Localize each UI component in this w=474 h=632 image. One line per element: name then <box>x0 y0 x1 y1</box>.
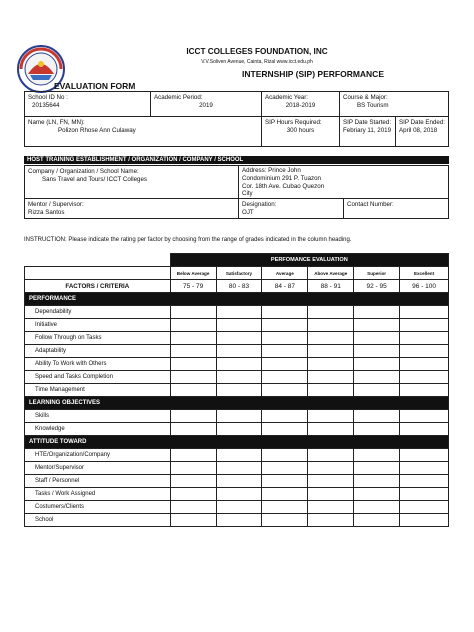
criteria-label: Initiative <box>25 319 171 332</box>
rating-cell[interactable] <box>354 358 400 371</box>
criteria-label: Adaptability <box>25 345 171 358</box>
rating-cell[interactable] <box>170 514 216 527</box>
name-cell <box>25 117 262 146</box>
rating-cell[interactable] <box>354 462 400 475</box>
rating-cell[interactable] <box>262 514 308 527</box>
rating-cell[interactable] <box>216 475 262 488</box>
rating-cell[interactable] <box>216 423 262 436</box>
blank-cell <box>25 267 171 280</box>
mentor-label: Mentor / Supervisor: <box>28 201 84 208</box>
mentor-cell <box>25 199 239 218</box>
grade-row <box>25 267 449 280</box>
rating-cell[interactable] <box>170 332 216 345</box>
address-line4: City <box>242 190 253 198</box>
form-title: INTERNSHIP (SIP) PERFORMANCE <box>242 69 384 79</box>
rating-cell[interactable] <box>308 345 354 358</box>
criteria-label: Skills <box>25 410 171 423</box>
rating-cell[interactable] <box>354 410 400 423</box>
rating-cell[interactable] <box>354 306 400 319</box>
date-started-value: Febriary 11, 2019 <box>343 126 392 134</box>
section-header-row <box>25 397 449 410</box>
establishment-box <box>24 165 449 219</box>
criteria-row <box>25 488 449 501</box>
rating-cell[interactable] <box>170 462 216 475</box>
rating-cell[interactable] <box>216 410 262 423</box>
student-info-box <box>24 91 449 147</box>
rating-cell[interactable] <box>308 384 354 397</box>
criteria-row <box>25 410 449 423</box>
rating-cell[interactable] <box>308 358 354 371</box>
school-id-value: 20135644 <box>32 101 60 109</box>
rating-cell[interactable] <box>400 306 449 319</box>
rating-cell[interactable] <box>170 475 216 488</box>
form-subtitle: EVALUATION FORM <box>54 81 136 91</box>
rating-cell[interactable] <box>262 488 308 501</box>
rating-cell[interactable] <box>262 423 308 436</box>
criteria-row <box>25 319 449 332</box>
rating-cell[interactable] <box>308 306 354 319</box>
hours-label: SIP Hours Required: <box>265 119 322 126</box>
rating-cell[interactable] <box>216 462 262 475</box>
rating-cell[interactable] <box>400 514 449 527</box>
name-label: Name (LN, FN, MN): <box>28 119 85 126</box>
rating-cell[interactable] <box>262 358 308 371</box>
evaluation-table <box>24 253 449 527</box>
range-row <box>25 280 449 293</box>
rating-cell[interactable] <box>354 319 400 332</box>
grade-label: Above Average <box>308 267 354 280</box>
academic-period-cell <box>151 92 262 117</box>
criteria-row <box>25 384 449 397</box>
rating-cell[interactable] <box>354 345 400 358</box>
rating-cell[interactable] <box>216 332 262 345</box>
date-ended-label: SIP Date Ended: <box>399 119 445 126</box>
rating-cell[interactable] <box>262 332 308 345</box>
rating-cell[interactable] <box>308 514 354 527</box>
criteria-label: Time Management <box>25 384 171 397</box>
company-cell <box>25 166 239 199</box>
rating-cell[interactable] <box>354 501 400 514</box>
rating-cell[interactable] <box>354 475 400 488</box>
criteria-label: Speed and Tasks Completion <box>25 371 171 384</box>
criteria-label: Mentor/Supervisor <box>25 462 171 475</box>
establishment-band: HOST TRAINING ESTABLISHMENT / ORGANIZATION / COMPANY / SCHOOL <box>24 156 449 164</box>
rating-cell[interactable] <box>400 488 449 501</box>
school-id-label: School ID No : <box>28 94 68 101</box>
rating-cell[interactable] <box>216 345 262 358</box>
criteria-row <box>25 332 449 345</box>
rating-cell[interactable] <box>262 345 308 358</box>
grade-label: Average <box>262 267 308 280</box>
rating-cell[interactable] <box>170 410 216 423</box>
criteria-label: HTE/Organization/Company <box>25 449 171 462</box>
criteria-row <box>25 462 449 475</box>
criteria-row <box>25 306 449 319</box>
criteria-label: Dependability <box>25 306 171 319</box>
criteria-label: Costumers/Clients <box>25 501 171 514</box>
grade-label: Superior <box>354 267 400 280</box>
rating-cell[interactable] <box>262 449 308 462</box>
rating-cell[interactable] <box>308 319 354 332</box>
rating-cell[interactable] <box>400 358 449 371</box>
course-value: BS Tourism <box>357 101 389 109</box>
section-header-row <box>25 293 449 306</box>
eval-band-row <box>25 254 449 267</box>
criteria-row <box>25 501 449 514</box>
rating-cell[interactable] <box>308 371 354 384</box>
designation-cell <box>239 199 344 218</box>
address-cell <box>239 166 448 199</box>
designation-value: OJT <box>242 208 254 216</box>
rating-cell[interactable] <box>400 501 449 514</box>
rating-cell[interactable] <box>354 423 400 436</box>
address-line2: Condominium 291 P. Tuazon <box>242 174 321 182</box>
date-started-cell <box>340 117 396 146</box>
rating-cell[interactable] <box>216 306 262 319</box>
academic-period-label: Academic Period: <box>154 94 203 101</box>
designation-label: Designation: <box>242 201 277 208</box>
eval-band: PERFOMANCE EVALUATION <box>170 254 448 267</box>
rating-cell[interactable] <box>354 332 400 345</box>
rating-cell[interactable] <box>170 384 216 397</box>
rating-cell[interactable] <box>400 371 449 384</box>
rating-cell[interactable] <box>308 501 354 514</box>
rating-cell[interactable] <box>308 462 354 475</box>
rating-cell[interactable] <box>354 514 400 527</box>
contact-label: Contact Number: <box>347 201 394 208</box>
rating-cell[interactable] <box>262 306 308 319</box>
rating-cell[interactable] <box>308 488 354 501</box>
rating-cell[interactable] <box>400 410 449 423</box>
academic-year-value: 2018-2019 <box>285 101 316 109</box>
rating-cell[interactable] <box>308 423 354 436</box>
grade-label: Below Average <box>170 267 216 280</box>
rating-cell[interactable] <box>216 371 262 384</box>
rating-cell[interactable] <box>262 319 308 332</box>
company-label: Company / Organization / School Name: <box>28 168 139 175</box>
grade-label: Excellent <box>400 267 449 280</box>
criteria-row <box>25 449 449 462</box>
rating-cell[interactable] <box>400 319 449 332</box>
rating-cell[interactable] <box>216 488 262 501</box>
org-address: V.V.Soliven Avenue, Cainta, Rizal www.icct.edu.ph <box>201 59 313 65</box>
rating-cell[interactable] <box>170 501 216 514</box>
rating-cell[interactable] <box>400 462 449 475</box>
section-title: ATTITUDE TOWARD <box>25 436 449 449</box>
rating-cell[interactable] <box>216 514 262 527</box>
mentor-value: Rizza Santos <box>28 208 65 216</box>
rating-cell[interactable] <box>216 501 262 514</box>
rating-cell[interactable] <box>216 384 262 397</box>
rating-cell[interactable] <box>354 371 400 384</box>
section-title: PERFORMANCE <box>25 293 449 306</box>
org-name: ICCT COLLEGES FOUNDATION, INC <box>186 47 328 56</box>
blank-cell <box>25 254 171 267</box>
rating-cell[interactable] <box>400 345 449 358</box>
factors-header: FACTORS / CRITERIA <box>25 280 171 293</box>
section-header-row <box>25 436 449 449</box>
rating-cell[interactable] <box>262 462 308 475</box>
criteria-label: Staff / Personnel <box>25 475 171 488</box>
grade-range: 75 - 79 <box>170 280 216 293</box>
grade-range: 88 - 91 <box>308 280 354 293</box>
rating-cell[interactable] <box>170 371 216 384</box>
rating-cell[interactable] <box>216 358 262 371</box>
criteria-row <box>25 423 449 436</box>
rating-cell[interactable] <box>262 501 308 514</box>
rating-cell[interactable] <box>170 345 216 358</box>
rating-cell[interactable] <box>308 332 354 345</box>
rating-cell[interactable] <box>400 449 449 462</box>
rating-cell[interactable] <box>354 449 400 462</box>
grade-range: 84 - 87 <box>262 280 308 293</box>
criteria-row <box>25 358 449 371</box>
rating-cell[interactable] <box>308 410 354 423</box>
academic-period-value: 2019 <box>199 101 213 109</box>
criteria-label: Ability To Work with Others <box>25 358 171 371</box>
rating-cell[interactable] <box>170 488 216 501</box>
section-title: LEARNING OBJECTIVES <box>25 397 449 410</box>
date-ended-cell <box>396 117 448 146</box>
criteria-label: Follow Through on Tasks <box>25 332 171 345</box>
rating-cell[interactable] <box>262 475 308 488</box>
rating-cell[interactable] <box>262 371 308 384</box>
grade-range: 80 - 83 <box>216 280 262 293</box>
rating-cell[interactable] <box>170 449 216 462</box>
rating-cell[interactable] <box>400 475 449 488</box>
rating-cell[interactable] <box>400 384 449 397</box>
criteria-row <box>25 514 449 527</box>
instruction-text: INSTRUCTION: Please indicate the rating per factor by choosing from the range of grades indicated in the column heading. <box>24 237 352 243</box>
criteria-label: Knowledge <box>25 423 171 436</box>
rating-cell[interactable] <box>354 488 400 501</box>
rating-cell[interactable] <box>170 319 216 332</box>
grade-range: 96 - 100 <box>400 280 449 293</box>
school-id-cell <box>25 92 151 117</box>
hours-cell <box>262 117 340 146</box>
company-value: Sans Travel and Tours/ ICCT Colleges <box>42 175 148 183</box>
criteria-row <box>25 475 449 488</box>
name-value: Polizon Rhose Ann Culaway <box>58 126 136 134</box>
rating-cell[interactable] <box>262 384 308 397</box>
rating-cell[interactable] <box>170 358 216 371</box>
hours-value: 300 hours <box>286 126 315 134</box>
grade-range: 92 - 95 <box>354 280 400 293</box>
course-cell <box>340 92 448 117</box>
criteria-row <box>25 371 449 384</box>
rating-cell[interactable] <box>216 449 262 462</box>
rating-cell[interactable] <box>170 306 216 319</box>
criteria-label: Tasks / Work Assigned <box>25 488 171 501</box>
rating-cell[interactable] <box>400 423 449 436</box>
address-line3: Cor. 18th Ave. Cubao Quezon <box>242 182 325 190</box>
rating-cell[interactable] <box>216 319 262 332</box>
criteria-label: School <box>25 514 171 527</box>
course-label: Course & Major: <box>343 94 388 101</box>
academic-year-label: Academic Year: <box>265 94 308 101</box>
rating-cell[interactable] <box>400 332 449 345</box>
rating-cell[interactable] <box>354 384 400 397</box>
academic-year-cell <box>262 92 340 117</box>
criteria-row <box>25 345 449 358</box>
grade-label: Satisfactory <box>216 267 262 280</box>
contact-cell <box>344 199 448 218</box>
rating-cell[interactable] <box>170 423 216 436</box>
rating-cell[interactable] <box>262 410 308 423</box>
address-label: Address: Prince John <box>242 167 301 174</box>
rating-cell[interactable] <box>308 449 354 462</box>
date-started-label: SIP Date Started: <box>343 119 392 126</box>
rating-cell[interactable] <box>308 475 354 488</box>
date-ended-value: April 08, 2018 <box>399 126 438 134</box>
